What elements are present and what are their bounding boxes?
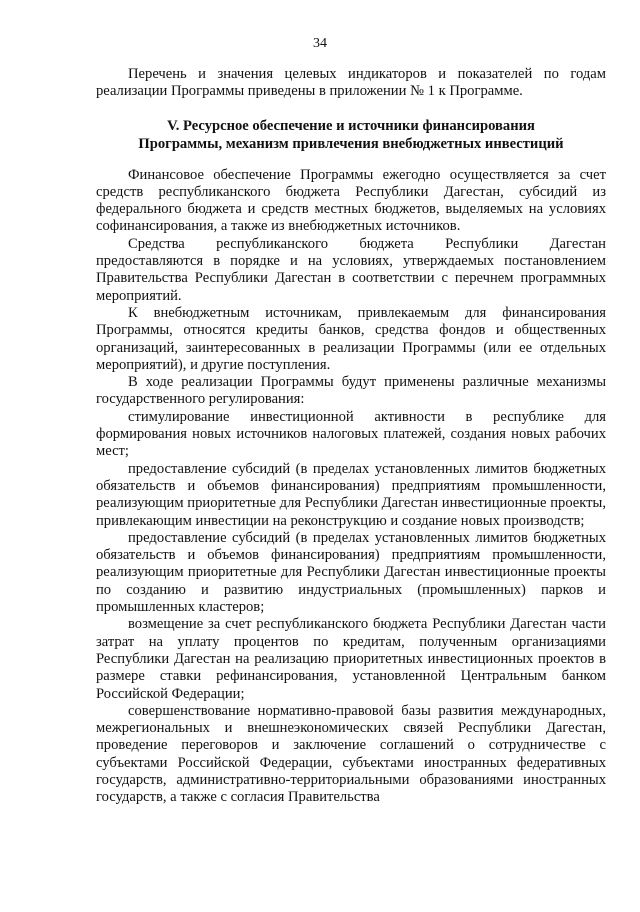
paragraph-financing: Финансовое обеспечение Программы ежегодно осуществляется за счет средств республиканского бюджета Республики Дагестан, субсидий из федерального бюджета и средств местных бюджетов, выделяемых на условиях софинансирования, а также из внебюджетных источников.	[96, 166, 606, 235]
list-item-subsidies-parks: предоставление субсидий (в пределах установленных лимитов бюджетных обязательств и объемов финансирования) предприятиям промышленности, реализующим приоритетные для Республики Дагестан инвестиционные проекты по созданию и развитию индустриальных (промышленных) парков и промышленных кластеров;	[96, 529, 606, 616]
section-heading	[96, 117, 606, 153]
intro-paragraph: Перечень и значения целевых индикаторов и показателей по годам реализации Программы приведены в приложении № 1 к Программе.	[96, 66, 606, 100]
list-item-stimulation: стимулирование инвестиционной активности в республике для формирования новых источников налоговых платежей, создания новых рабочих мест;	[96, 408, 606, 460]
paragraph-republican-budget: Средства республиканского бюджета Республики Дагестан предоставляются в порядке и на условиях, утверждаемых постановлением Правительства Республики Дагестан в соответствии с перечнем программных мероприятий.	[96, 235, 606, 304]
paragraph-mechanisms-intro: В ходе реализации Программы будут применены различные механизмы государственного регулирования:	[96, 374, 606, 408]
list-item-subsidies-production: предоставление субсидий (в пределах установленных лимитов бюджетных обязательств и объемов финансирования) предприятиям промышленности, реализующим приоритетные для Республики Дагестан инвестиционные проекты, привлекающим инвестиции на реконструкцию и создание новых производств;	[96, 460, 606, 529]
list-item-interest-compensation: возмещение за счет республиканского бюджета Республики Дагестан части затрат на уплату процентов по кредитам, полученным организациями Республики Дагестан на реализацию приоритетных инвестиционных проектов в размере ставки рефинансирования, установленной Центральным банком Российской Федерации;	[96, 616, 606, 702]
section-heading-line-2: Программы, механизм привлечения внебюджетных инвестиций	[138, 135, 564, 152]
list-item-legal-framework: совершенствование нормативно-правовой базы развития международных, межрегиональных и внешнеэкономических связей Республики Дагестан, проведение переговоров и заключение соглашений о сотрудничестве с субъектами Российской Федерации, субъектами иностранных федеративных государств, административно-территориальными образованиями иностранных государств, а также с согласия Правительства	[96, 702, 606, 806]
page-number: 34	[313, 36, 327, 51]
section-heading-line-1: V. Ресурсное обеспечение и источники финансирования	[167, 117, 535, 134]
paragraph-extrabudgetary: К внебюджетным источникам, привлекаемым для финансирования Программы, относятся кредиты банков, средства фондов и общественных организаций, заинтересованных в реализации Программы (или ее отдельных мероприятий), и другие поступления.	[96, 304, 606, 373]
page-content	[96, 66, 606, 807]
